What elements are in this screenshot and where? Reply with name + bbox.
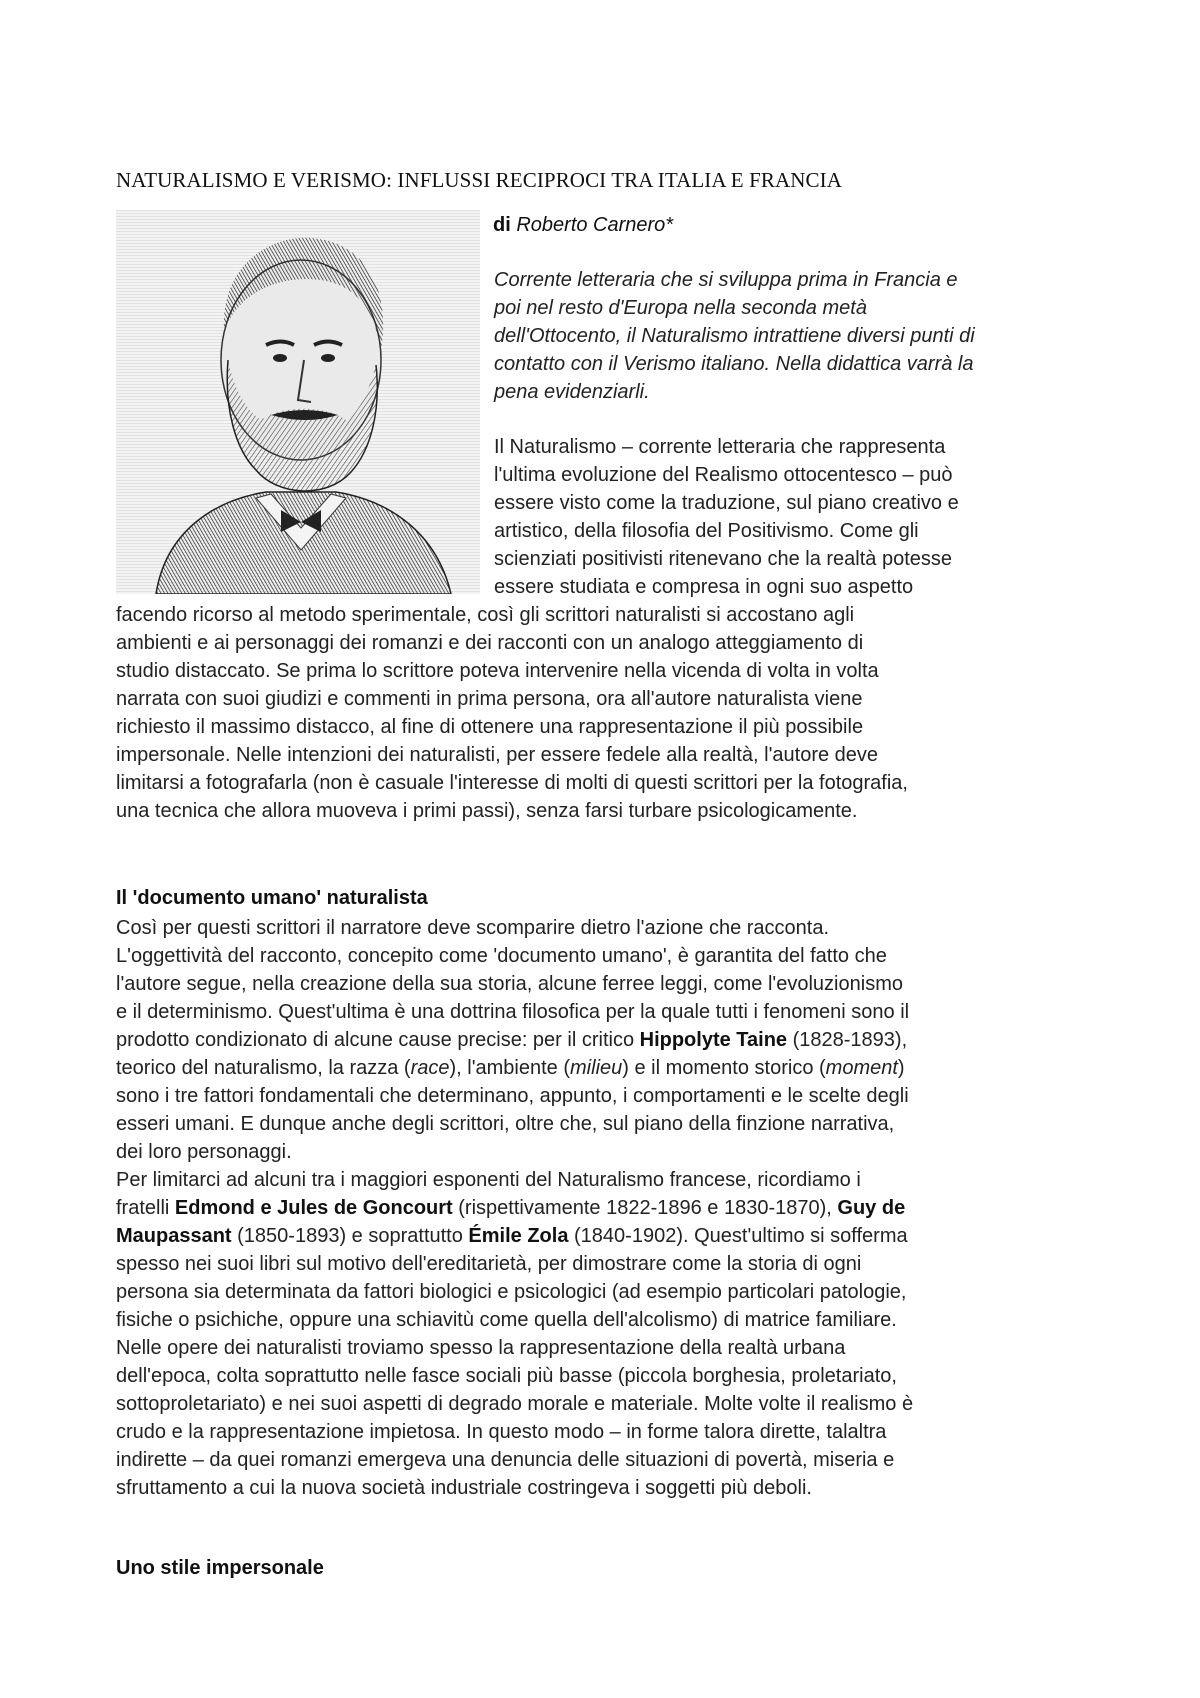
byline-prefix: di <box>493 214 517 236</box>
body-line: essere studiata e compresa in ogni suo aspetto <box>494 576 914 598</box>
term-race: race <box>410 1057 450 1079</box>
author-name: Roberto Carnero* <box>516 214 674 236</box>
text-run: (1850-1893) e soprattutto <box>231 1225 469 1247</box>
abstract <box>494 266 1094 406</box>
body-line <box>116 1194 913 1222</box>
term-milieu: milieu <box>570 1057 623 1079</box>
body-line: sono i tre fattori fondamentali che determinano, appunto, i comportamenti e le scelte degli <box>116 1085 909 1107</box>
text-run: prodotto condizionato di alcune cause precise: per il critico <box>116 1029 640 1051</box>
body-line <box>116 1054 913 1082</box>
body-line: dell'epoca, colta soprattutto nelle fasce sociali più basse (piccola borghesia, proletariato, <box>116 1365 897 1387</box>
portrait-engraving <box>116 210 480 594</box>
section-heading-stile-impersonale: Uno stile impersonale <box>116 1557 324 1579</box>
body-line: Così per questi scrittori il narratore deve scomparire dietro l'azione che racconta. <box>116 917 830 939</box>
body-line: Il Naturalismo – corrente letteraria che rappresenta <box>494 436 946 458</box>
body-line <box>116 1026 913 1054</box>
body-line: fisiche o psichiche, oppure una schiavitù come quella dell'alcolismo) di matrice familiare. <box>116 1309 897 1331</box>
name-goncourt: Edmond e Jules de Goncourt <box>174 1197 453 1219</box>
body-line: artistico, della filosofia del Positivismo. Come gli <box>494 520 919 542</box>
body-line: Per limitarci ad alcuni tra i maggiori esponenti del Naturalismo francese, ricordiamo i <box>116 1169 861 1191</box>
body-line: l'autore segue, nella creazione della sua storia, alcune ferree leggi, come l'evoluzionismo <box>116 973 903 995</box>
article-title: NATURALISMO E VERISMO: INFLUSSI RECIPROCI TRA ITALIA E FRANCIA <box>116 168 842 192</box>
body-line: impersonale. Nelle intenzioni dei naturalisti, per essere fedele alla realtà, l'autore deve <box>116 744 879 766</box>
body-line: narrata con suoi giudizi e commenti in prima persona, ora all'autore naturalista viene <box>116 688 863 710</box>
text-run: ) e il momento storico ( <box>622 1057 826 1079</box>
abstract-line: contatto con il Verismo italiano. Nella didattica varrà la <box>494 353 974 375</box>
text-run: fratelli <box>116 1197 175 1219</box>
body-line: l'ultima evoluzione del Realismo ottocentesco – può <box>494 464 953 486</box>
text-run: (1840-1902). Quest'ultimo si sofferma <box>568 1225 908 1247</box>
section-documento-umano-text <box>116 914 913 1502</box>
body-line: spesso nei suoi libri sul motivo dell'ereditarietà, per dimostrare come la storia di ogni <box>116 1253 862 1275</box>
name-maupassant-first: Guy de <box>837 1197 906 1219</box>
body-line: essere visto come la traduzione, sul piano creativo e <box>494 492 959 514</box>
body-line: Nelle opere dei naturalisti troviamo spesso la rappresentazione della realtà urbana <box>116 1337 846 1359</box>
abstract-line: pena evidenziarli. <box>494 381 650 403</box>
body-line: limitarsi a fotografarla (non è casuale l'interesse di molti di questi scrittori per la fotografia, <box>116 772 908 794</box>
abstract-line: Corrente letteraria che si sviluppa prima in Francia e <box>494 269 958 291</box>
intro-paragraph-wrapped <box>494 433 959 601</box>
text-run: ), l'ambiente ( <box>449 1057 571 1079</box>
body-line: sottoproletariato) e nei suoi aspetti di degrado morale e materiale. Molte volte il realismo è <box>116 1393 914 1415</box>
body-line: facendo ricorso al metodo sperimentale, così gli scrittori naturalisti si accostano agli <box>116 604 855 626</box>
abstract-line: poi nel resto d'Europa nella seconda metà <box>494 297 867 319</box>
body-line: persona sia determinata da fattori biologici e psicologici (ad esempio particolari patologie, <box>116 1281 907 1303</box>
body-line: esseri umani. E dunque anche degli scrittori, oltre che, sul piano della finzione narrativa, <box>116 1113 895 1135</box>
text-run: ) <box>897 1057 905 1079</box>
text-run: teorico del naturalismo, la razza ( <box>116 1057 411 1079</box>
body-line: indirette – da quei romanzi emergeva una denuncia delle situazioni di povertà, miseria e <box>116 1449 895 1471</box>
byline <box>493 214 673 237</box>
body-line: L'oggettività del racconto, concepito come 'documento umano', è garantita del fatto che <box>116 945 887 967</box>
portrait-illustration <box>116 210 480 594</box>
body-line: sfruttamento a cui la nuova società industriale costringeva i soggetti più deboli. <box>116 1477 812 1499</box>
body-line: dei loro personaggi. <box>116 1141 292 1163</box>
intro-paragraph-continued <box>116 601 908 825</box>
section-heading-documento-umano: Il 'documento umano' naturalista <box>116 887 428 909</box>
body-line: crudo e la rappresentazione impietosa. In questo modo – in forme talora dirette, talaltra <box>116 1421 887 1443</box>
body-line: scienziati positivisti ritenevano che la realtà potesse <box>494 548 953 570</box>
body-line: studio distaccato. Se prima lo scrittore poteva intervenire nella vicenda di volta in volta <box>116 660 879 682</box>
body-line: e il determinismo. Quest'ultima è una dottrina filosofica per la quale tutti i fenomeni sono il <box>116 1001 910 1023</box>
body-line: richiesto il massimo distacco, al fine di ottenere una rappresentazione il più possibile <box>116 716 864 738</box>
body-line <box>116 1222 913 1250</box>
text-run: (1828-1893), <box>787 1029 908 1051</box>
body-line: una tecnica che allora muoveva i primi passi), senza farsi turbare psicologicamente. <box>116 800 858 822</box>
name-hippolyte-taine: Hippolyte Taine <box>639 1029 788 1051</box>
text-run: (rispettivamente 1822-1896 e 1830-1870), <box>452 1197 838 1219</box>
abstract-line: dell'Ottocento, il Naturalismo intrattiene diversi punti di <box>494 325 975 347</box>
name-zola: Émile Zola <box>468 1225 569 1247</box>
body-line: ambienti e ai personaggi dei romanzi e dei racconti con un analogo atteggiamento di <box>116 632 864 654</box>
term-moment: moment <box>825 1057 898 1079</box>
name-maupassant-last: Maupassant <box>116 1225 232 1247</box>
